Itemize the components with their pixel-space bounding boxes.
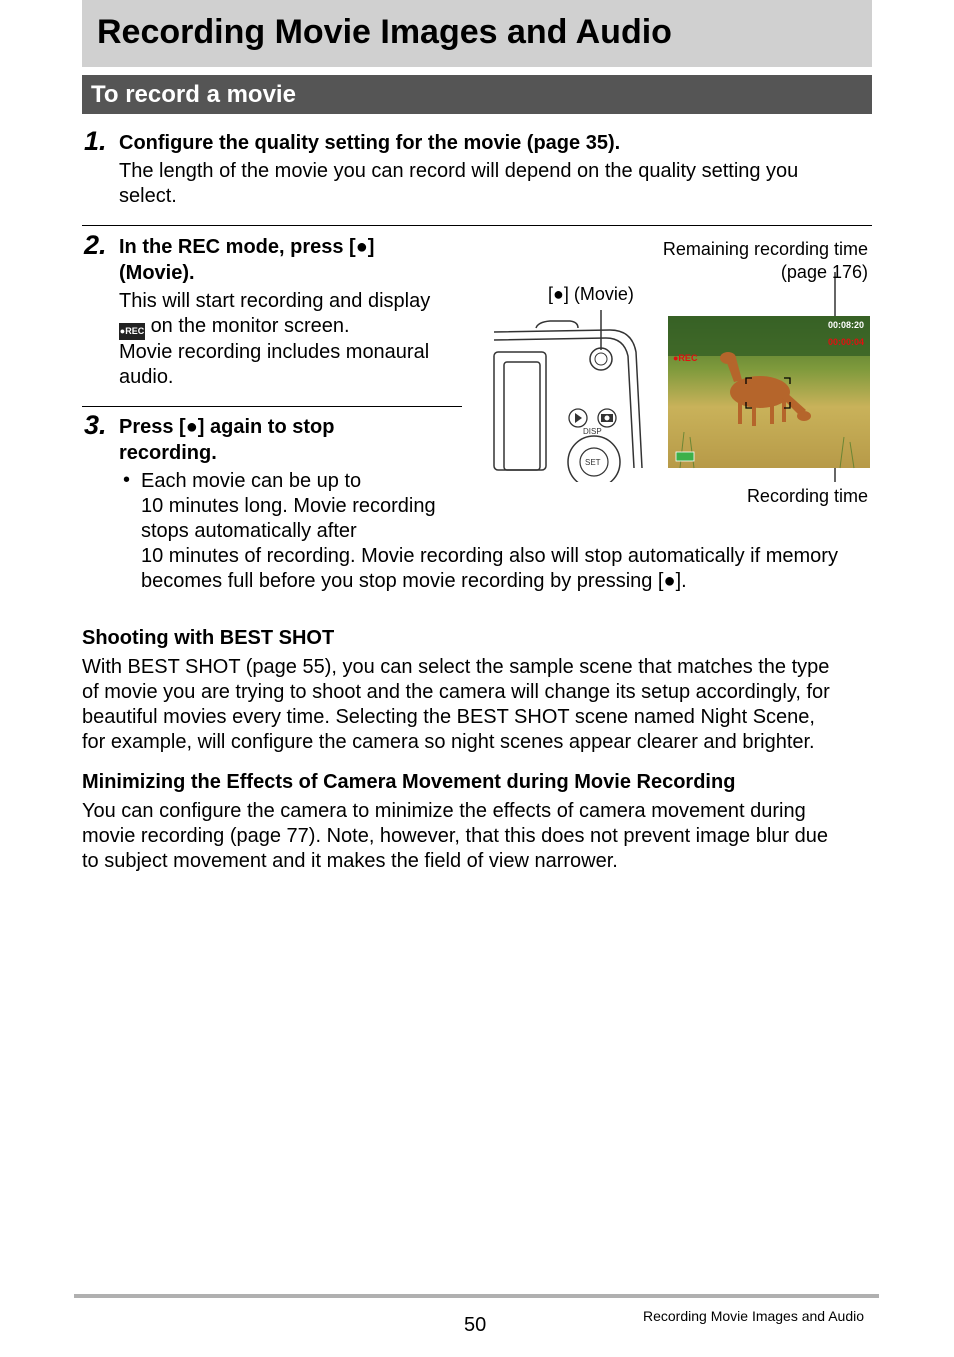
section-title: To record a movie (91, 81, 296, 108)
step-1-heading: Configure the quality setting for the movie (page 35). (119, 132, 621, 154)
step-3-heading (119, 414, 334, 466)
best-shot-text: With BEST SHOT (page 55), you can select the sample scene that matches the type of movie you are trying to shoot and the camera will change its setup accordingly, for beautiful movies every time. Selecting the BEST SHOT scene named Night Scene, for example, will configure the camera so night scenes appear clearer and brighter. (82, 656, 830, 753)
step-3-heading-line: recording. (119, 442, 217, 464)
step-2-heading-line: In the REC mode, press [●] (119, 236, 375, 258)
remaining-time-readout: 00:08:20 (828, 320, 865, 330)
step-1-number: 1. (84, 126, 107, 156)
step-2-line: audio. (119, 366, 174, 388)
step-3-number: 3. (84, 410, 107, 440)
camera-illustration (490, 232, 875, 482)
step-2-number: 2. (84, 230, 107, 260)
step-3-line: Each movie can be up to (141, 470, 362, 492)
step-1-line: The length of the movie you can record will depend on the quality setting you (119, 160, 799, 182)
step-3-heading-line: Press [●] again to stop (119, 416, 335, 438)
label-recording-time: Recording time (746, 486, 868, 506)
running-title: Recording Movie Images and Audio (643, 1308, 865, 1324)
set-label: SET (585, 458, 601, 467)
elapsed-time-readout: 00:00:04 (828, 337, 865, 347)
step-2-heading (119, 234, 374, 286)
step-3-line: 10 minutes long. Movie recording (141, 495, 436, 517)
divider (82, 406, 462, 407)
label-remaining-time: Remaining recording time (page 176) (662, 239, 868, 282)
page-number: 50 (464, 1314, 487, 1336)
step-3-line: 10 minutes of recording. Movie recording also will stop automatically if memory (141, 545, 838, 567)
section-bar (82, 75, 872, 114)
step-2-line: ●REC on the monitor screen. (119, 314, 430, 340)
step-2-line: Movie recording includes monaural (119, 341, 430, 363)
step-2-line: This will start recording and display (119, 290, 431, 312)
bullet: • (123, 469, 131, 491)
camera-figure (490, 232, 875, 507)
divider (82, 225, 872, 226)
battery-icon (676, 452, 694, 461)
step-3-line: stops automatically after (141, 520, 357, 542)
disp-label: DISP (583, 427, 602, 436)
step-3-line: becomes full before you stop movie recording by pressing [●]. (141, 570, 687, 592)
movement-text: You can configure the camera to minimize the effects of camera movement during movie recording (page 77). Note, however, that this does not prevent image blur due to subject movement and it makes the field of view narrower. (82, 800, 828, 872)
step-2-heading-line: (Movie). (119, 262, 195, 284)
step-2-text (119, 289, 430, 390)
movement-heading: Minimizing the Effects of Camera Movement during Movie Recording (82, 771, 736, 793)
page-title-bar (82, 0, 872, 67)
best-shot-heading: Shooting with BEST SHOT (82, 627, 335, 649)
rec-indicator: ●REC (673, 353, 698, 363)
rec-icon: ●REC (119, 323, 145, 340)
footer-rule (74, 1294, 879, 1298)
page-title: Recording Movie Images and Audio (97, 13, 672, 51)
label-movie-button: [●] (Movie) (548, 284, 634, 304)
movie-button-icon (590, 348, 612, 370)
monitor-screen (668, 316, 870, 468)
step-1-line: select. (119, 185, 177, 207)
step-1-text (119, 159, 798, 209)
camera-back (494, 321, 642, 470)
